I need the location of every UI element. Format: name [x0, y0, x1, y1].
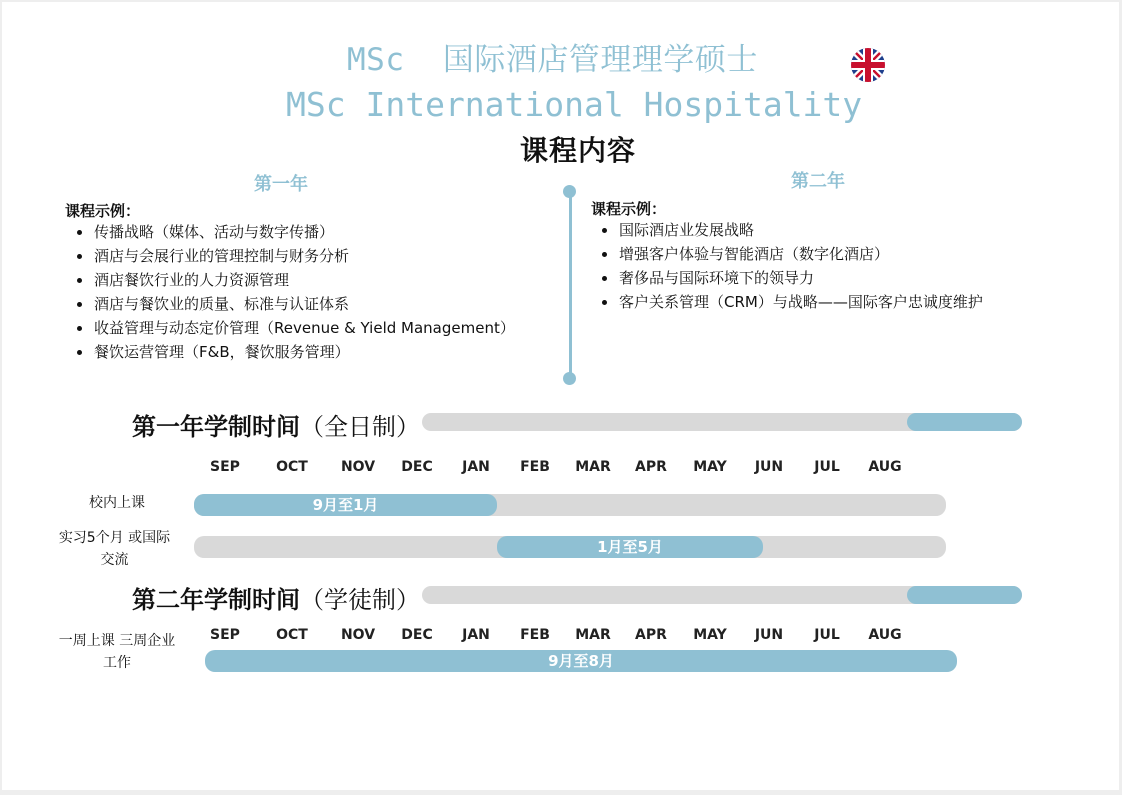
month-label: NOV [340, 459, 376, 475]
course-item: 餐饮运营管理（F&B，餐饮服务管理） [66, 340, 515, 364]
month-label: JAN [462, 627, 490, 643]
title-english: MSc International Hospitality [286, 85, 863, 124]
column-divider [569, 192, 572, 378]
month-label: FEB [520, 627, 550, 643]
course-item: 传播战略（媒体、活动与数字传播） [66, 220, 515, 244]
schedule1-row2-label: 实习5个月 或国际交流 [58, 530, 171, 568]
month-label: MAR [575, 627, 611, 643]
month-label: MAY [693, 459, 727, 475]
month-label: OCT [276, 459, 308, 475]
divider-dot-bottom [563, 372, 576, 385]
month-label: DEC [401, 627, 433, 643]
month-label: JUN [754, 627, 784, 643]
schedule1-row2-bar: 1月至5月 [497, 536, 763, 558]
year2-course-list [591, 218, 983, 314]
divider-dot-top [563, 185, 576, 198]
month-label: JUL [814, 459, 840, 475]
schedule1-title-accent [907, 413, 1022, 431]
schedule1-row1-label: 校内上课 [89, 495, 145, 511]
schedule2-title-accent [907, 586, 1022, 604]
course-item: 酒店与餐饮业的质量、标准与认证体系 [66, 292, 515, 316]
month-label: JAN [462, 459, 490, 475]
month-label: MAR [575, 459, 611, 475]
year1-examples-label: 课程示例： [65, 202, 141, 220]
month-label: APR [635, 627, 667, 643]
month-label: DEC [401, 459, 433, 475]
schedule1-title [132, 407, 420, 442]
year2-examples-label: 课程示例： [591, 200, 667, 218]
course-item: 奢侈品与国际环境下的领导力 [591, 266, 983, 290]
schedule2-title [132, 580, 420, 615]
schedule2-title-main: 第二年学制时间 [132, 586, 300, 614]
month-label: AUG [868, 627, 902, 643]
uk-flag-icon [850, 47, 886, 83]
schedule1-title-paren: （全日制） [300, 413, 420, 441]
course-item: 国际酒店业发展战略 [591, 218, 983, 242]
page [2, 2, 1119, 790]
year2-heading: 第二年 [791, 171, 845, 192]
course-item: 酒店餐饮行业的人力资源管理 [66, 268, 515, 292]
year1-course-list [66, 220, 515, 364]
section-title: 课程内容 [520, 134, 637, 167]
month-label: SEP [210, 627, 240, 643]
schedule2-title-paren: （学徒制） [300, 586, 420, 614]
schedule2-row1-bar: 9月至8月 [205, 650, 957, 672]
schedule1-row1-bar: 9月至1月 [194, 494, 497, 516]
month-label: NOV [340, 627, 376, 643]
month-label: JUL [814, 627, 840, 643]
course-item: 收益管理与动态定价管理（Revenue & Yield Management） [66, 316, 515, 340]
course-item: 酒店与会展行业的管理控制与财务分析 [66, 244, 515, 268]
month-label: AUG [868, 459, 902, 475]
month-label: APR [635, 459, 667, 475]
month-label: SEP [210, 459, 240, 475]
schedule1-title-main: 第一年学制时间 [132, 413, 300, 441]
course-item: 增强客户体验与智能酒店（数字化酒店） [591, 242, 983, 266]
month-label: FEB [520, 459, 550, 475]
title-chinese: MSc 国际酒店管理理学硕士 [347, 42, 758, 78]
month-label: OCT [276, 627, 308, 643]
course-item: 客户关系管理（CRM）与战略——国际客户忠诚度维护 [591, 290, 983, 314]
schedule2-row1-label: 一周上课 三周企业工作 [58, 633, 176, 671]
schedule1-months [2, 459, 1002, 479]
month-label: MAY [693, 627, 727, 643]
month-label: JUN [754, 459, 784, 475]
year1-heading: 第一年 [254, 174, 308, 195]
